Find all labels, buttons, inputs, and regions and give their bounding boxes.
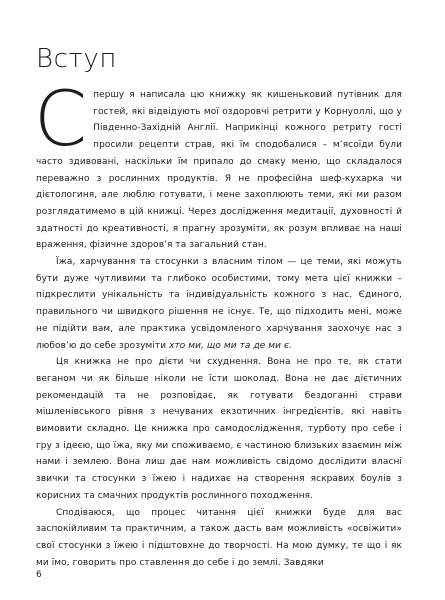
page-number: 6 — [36, 570, 42, 580]
paragraph-1 — [34, 74, 402, 254]
paragraph-2 — [36, 254, 402, 354]
paragraph-2-italic: хто ми, що ми та де ми є. — [169, 340, 292, 351]
paragraph-4: Сподіваюся, що процес читання цієї книжки буде для вас заспокійливим та практичним, а також дасть вам можливість «освіжити» свої стосунки з їжею і підштовхне до творчості. На мою думку, те що і як ми їмо, говорить про ставлення до себе і до землі. Завдяки — [36, 507, 402, 568]
paragraph-2-text: Їжа, харчування та стосунки з власним тілом — це теми, які можуть бути дуже чутливими та глибоко особистими, тому мета цієї книжки – підкреслити унікальність та індивідуальність кожного з нас. Єдиного, правильного чи швидкого рішення не існує. Те, що підходить мені, може не підійти вам, але практика усвідомленого харчування заохочує нас з любов’ю до себе зрозуміти — [36, 257, 402, 351]
chapter-title: Вступ — [36, 44, 117, 74]
paragraph-3: Ця книжка не про дієти чи схуднення. Вона не про те, як стати веганом чи як більше ніколи не їсти шоколад. Вона не дає дієтичних рекомендацій та не розповідає, як готувати бездоганні страви мішленівського рівня з нечуваних екзотичних інгредієнтів, які навіть вимовити складно. Це книжка про самодослідження, турботу про себе і гру з ідеєю, що їжа, яку ми споживаємо, є частиною близьких взаємин між нами і землею. Вона лиш дає нам можливість свідомо дослідити власні звички та стосунки з їжею і надихає на створення яскравих боулів з корисних та смачних продуктів рослинного походження. — [36, 357, 402, 501]
paragraph-1-text: першу я написала цю книжку як кишеньковий путівник для гостей, які відвідують мої оздоровчі ретрити у Корнуоллі, що у Південно-Західній Англії. Наприкінці кожного ретриту гості просили рецепти страв, які їм сподобалися – м’ясоїди були часто здивовані, наскільки їм припало до смаку меню, що складалося переважно з рослинних продуктів. Я не професійна шеф-кухарка чи дієтологиня, але люблю готувати, і мене захоплюють теми, які ми разом розглядатимемо в цій книжці. Через дослідження медитації, духовності й здатності до креативності, я прагну зрозуміти, як розум впливає на наші враження, фізичне здоров’я та загальний стан. — [36, 90, 402, 251]
body-text — [34, 74, 402, 571]
drop-cap: С — [34, 74, 88, 163]
